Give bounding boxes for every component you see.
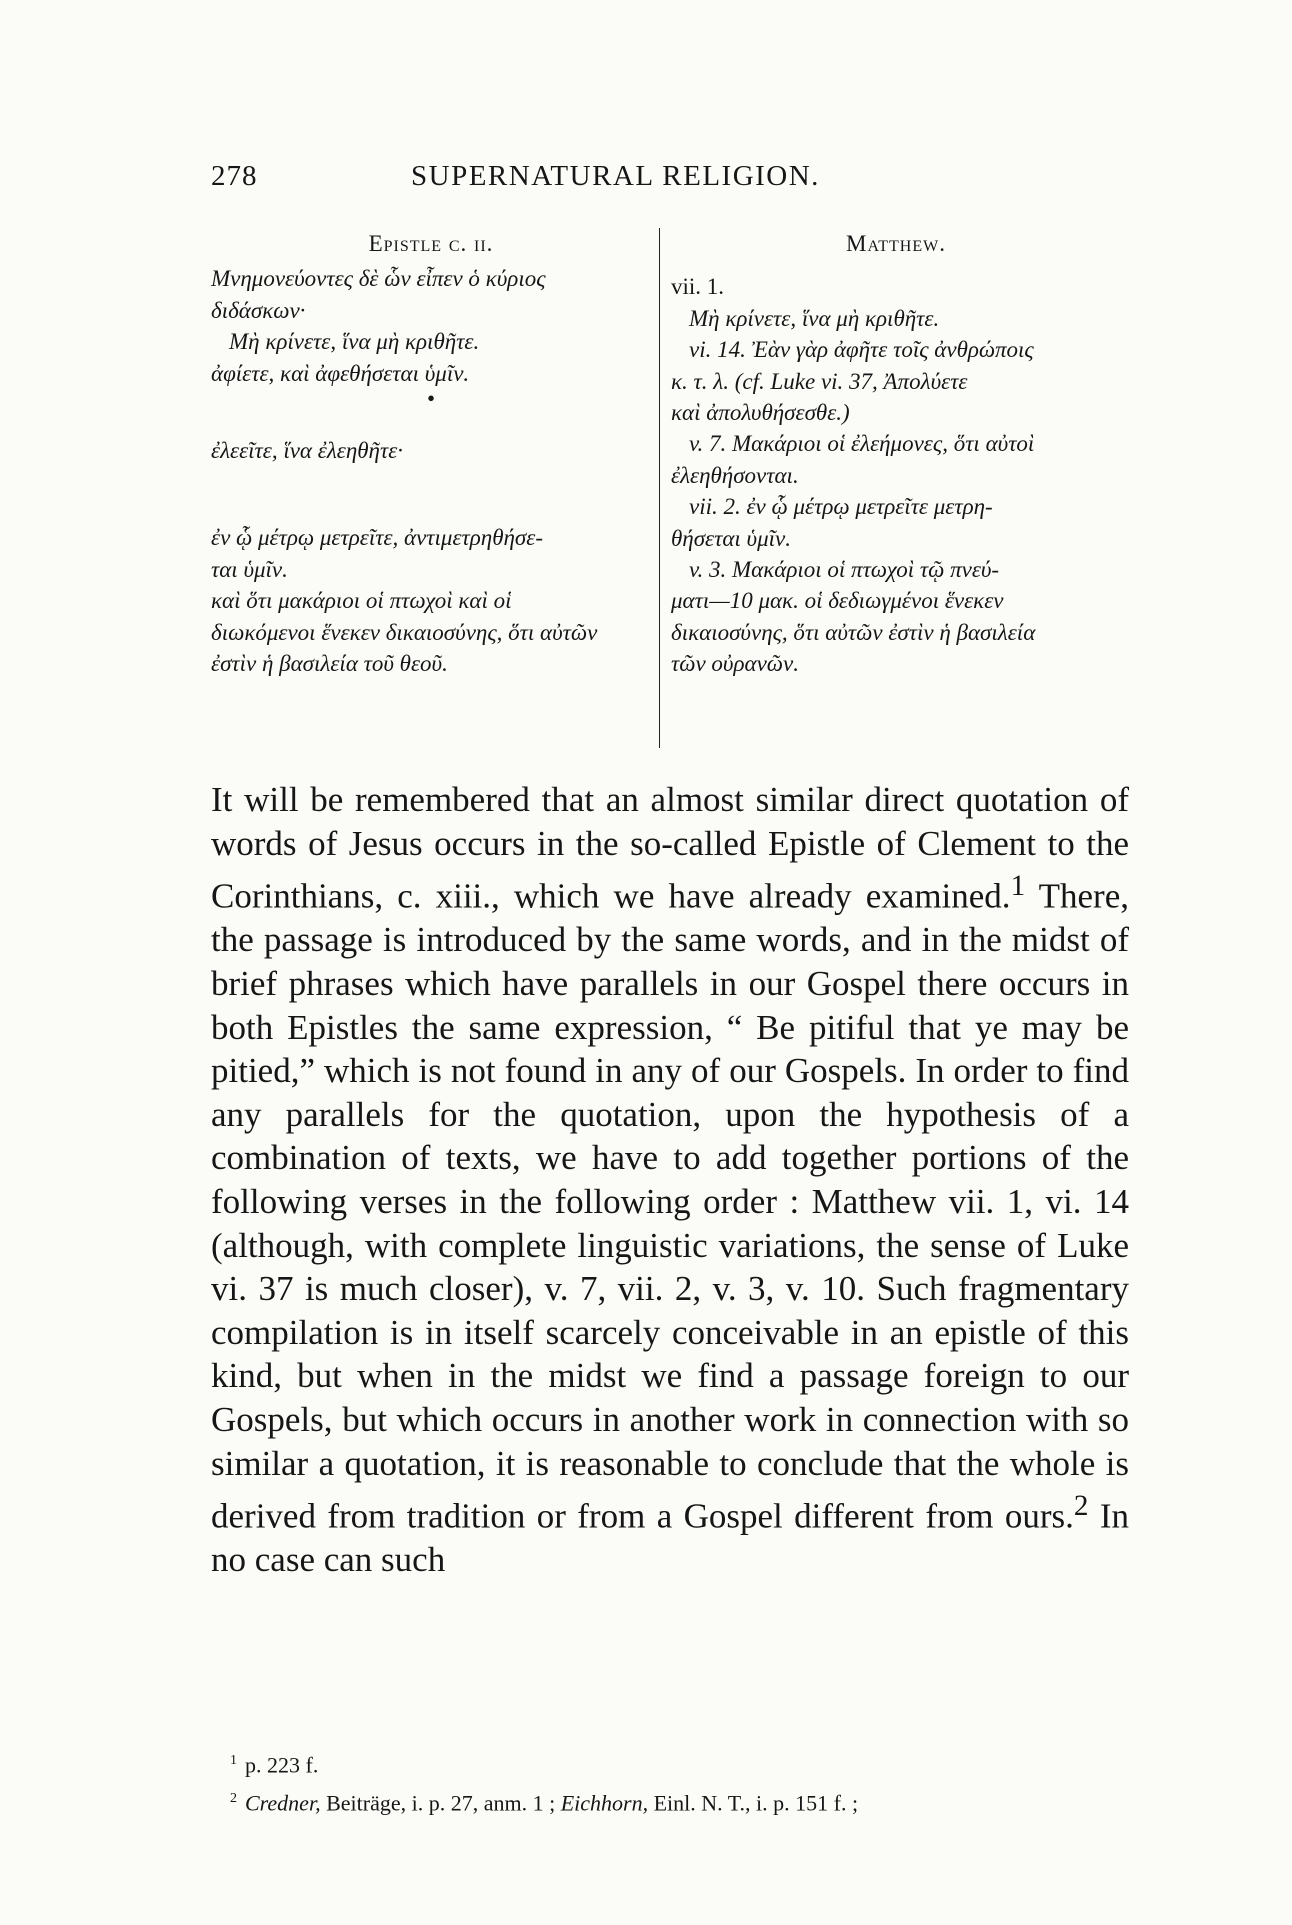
matthew-line: Μὴ κρίνετε, ἵνα μὴ κριθῆτε. [689,305,940,331]
footnote-1 [230,1744,1130,1782]
epistle-line: διωκόμενοι ἕνεκεν δικαιοσύνης, ὅτι αὐτῶν [211,619,598,645]
matthew-line: καὶ ἀπολυθήσεσθε.) [671,400,850,426]
matthew-line: τῶν οὐρανῶν. [671,651,800,677]
epistle-line: ται ὑμῖν. [211,556,288,582]
matthew-column [671,228,1121,680]
footnote-ref: 2 [1073,1490,1089,1523]
epistle-line: ἐν ᾧ μέτρῳ μετρεῖτε, ἀντιμετρηθήσε- [211,525,543,551]
parallel-columns [211,228,1161,748]
epistle-line: καὶ ὅτι μακάριοι οἱ πτωχοὶ καὶ οἱ [211,588,512,614]
matthew-line: vii. 1. [671,274,725,300]
footnotes [230,1744,1130,1821]
matthew-line: ἐλεηθήσονται. [671,462,799,488]
epistle-line: Μνημονεύοντες δὲ ὧν εἶπεν ὁ κύριος [211,266,546,292]
matthew-heading: Matthew. [846,231,946,256]
matthew-line: κ. τ. λ. (cf. Luke vi. 37, Ἀπολύετε [671,368,968,394]
epistle-heading: Epistle c. ii. [368,231,494,256]
matthew-line: ματι—10 μακ. οἱ δεδιωγμένοι ἕνεκεν [671,588,1004,614]
epistle-column [211,228,651,679]
footnote-text: p. 223 f. [245,1752,319,1778]
matthew-line: v. 3. Μακάριοι οἱ πτωχοὶ τῷ πνεύ- [689,557,1000,583]
matthew-line: vii. 2. ἐν ᾧ μέτρῳ μετρεῖτε μετρη- [689,494,993,520]
footnote-text: Einl. N. T., i. p. 151 f. ; [648,1790,859,1816]
body-text: It will be remembered that an almost similar direct quotation of words of Jesus occurs in the so-called Epistle of Clement to the Corinthians, c. xiii., which we have already examined. [211,780,1129,916]
ellipsis-dot: • [426,386,436,412]
footnote-ref: 1 [1010,870,1026,903]
footnote-text: Beiträge, i. p. 27, anm. 1 ; [320,1790,561,1816]
matthew-line: v. 7. Μακάριοι οἱ ἐλεήμονες, ὅτι αὐτοὶ [689,431,1035,457]
footnote-author: Eichhorn, [560,1790,649,1816]
running-title: SUPERNATURAL RELIGION. [411,160,820,192]
epistle-line: ἐστὶν ἡ βασιλεία τοῦ θεοῦ. [211,651,448,677]
footnote-author: Credner, [245,1790,321,1816]
epistle-line: Μὴ κρίνετε, ἵνα μὴ κριθῆτε. [229,329,480,355]
epistle-line: ἀφίετε, καὶ ἀφεθήσεται ὑμῖν. [211,360,470,386]
footnote-mark: 2 [230,1791,237,1807]
body-paragraph [211,778,1129,1582]
column-divider [659,228,660,748]
matthew-line: θήσεται ὑμῖν. [671,525,792,551]
page-number: 278 [211,160,258,192]
epistle-line: ἐλεεῖτε, ἵνα ἐλεηθῆτε· [211,438,404,464]
body-text: In no case can such [211,1496,1129,1580]
matthew-line: vi. 14. Ἐὰν γὰρ ἀφῆτε τοῖς ἀνθρώποις [689,337,1034,363]
matthew-line: δικαιοσύνης, ὅτι αὐτῶν ἐστὶν ἡ βασιλεία [671,619,1036,645]
footnote-2 [230,1782,1130,1820]
running-header [211,160,1091,200]
footnote-mark: 1 [230,1753,237,1768]
epistle-line: διδάσκων· [211,297,306,323]
body-text: There, the passage is introduced by the same words, and in the midst of brief phrases which have parallels in our Gospel there occurs in both Epistles the same expression, “ Be pitiful that ye may be pitied,” which is not found in any of our Gospels. In order to find any parallels for the quotation, upon the hypothesis of a combination of texts, we have to add together portions of the following verses in the following order : Matthew vii. 1, vi. 14 (although, with complete linguistic variations, the sense of Luke vi. 37 is much closer), v. 7, vii. 2, v. 3, v. 10. Such fragmentary compilation is in itself scarcely conceivable in an epistle of this kind, but when in the midst we find a passage foreign to our Gospels, but which occurs in another work in connection with so similar a quotation, it is reasonable to conclude that the whole is derived from tradition or from a Gospel different from ours. [211,876,1129,1536]
